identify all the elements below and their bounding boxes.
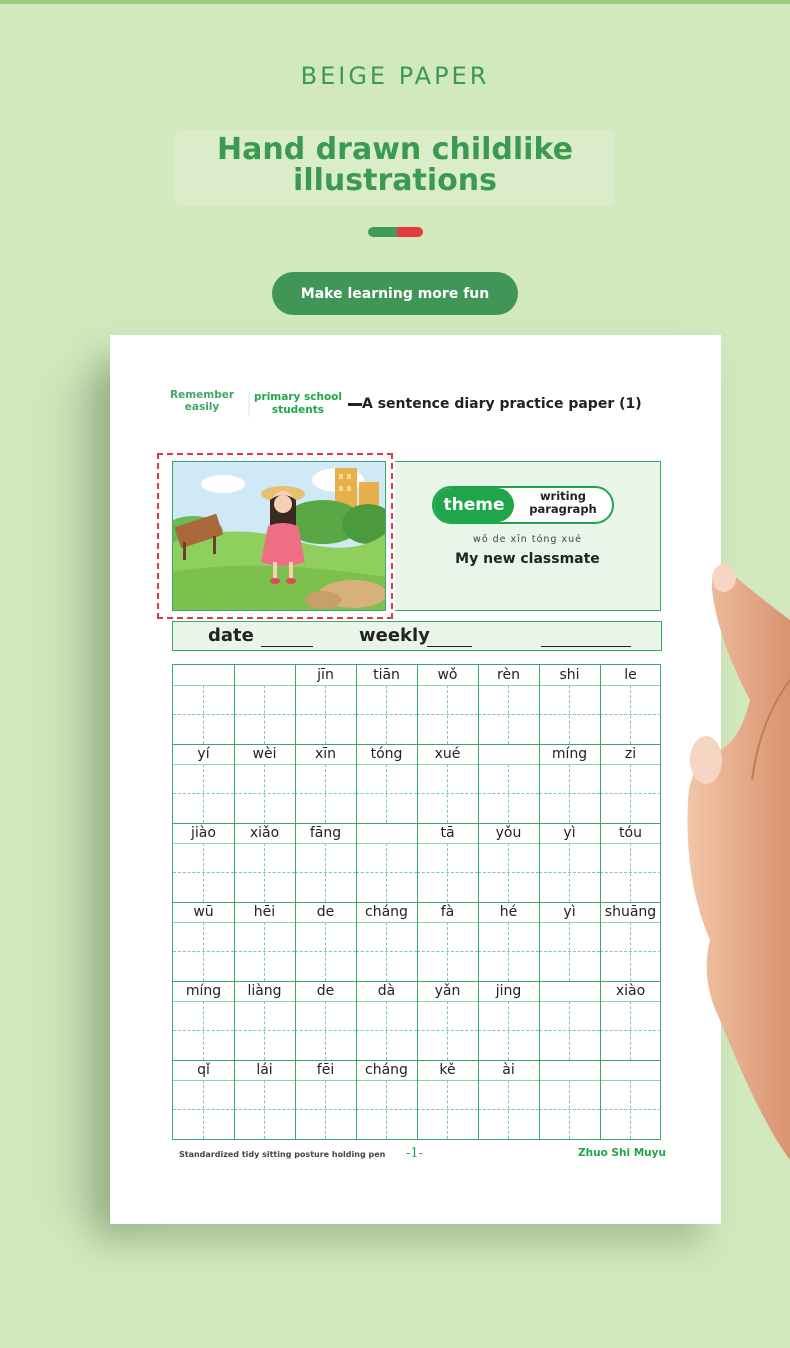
pinyin-label: kě [439,1062,456,1078]
cell-guide-horizontal [234,714,295,715]
cell-guide-horizontal [356,714,417,715]
writing-cell[interactable] [295,685,356,744]
pinyin-label: yí [197,746,210,762]
writing-cell[interactable] [478,1001,539,1060]
column-divider [417,665,418,1139]
writing-cell[interactable] [539,922,600,981]
hand-icon [640,560,790,1200]
writing-cell[interactable] [295,922,356,981]
cell-guide-horizontal [234,1030,295,1031]
writing-cell[interactable] [356,1080,417,1139]
pinyin-label: jīn [317,667,334,683]
pinyin-label [539,981,600,1001]
pinyin-label: fāng [309,825,342,841]
pinyin-label: shi [559,667,580,683]
cell-guide-horizontal [478,1109,539,1110]
cell-guide-horizontal [417,793,478,794]
writing-cell[interactable] [478,764,539,823]
practice-paper [110,335,721,1224]
cell-guide-horizontal [356,951,417,952]
logo-a-line-1: Remember [170,389,235,401]
pinyin-label: de [316,983,335,999]
pinyin-label [173,665,234,685]
writing-cell[interactable] [234,1001,295,1060]
column-divider [295,665,296,1139]
writing-cell[interactable] [478,685,539,744]
writing-cell[interactable] [417,843,478,902]
writing-cell[interactable] [173,1080,234,1139]
writing-cell[interactable] [539,1001,600,1060]
writing-cell[interactable] [539,843,600,902]
pinyin-label: hēi [253,904,276,920]
pinyin-label [234,665,295,685]
brand-title: BEIGE PAPER [300,62,490,90]
make-learning-fun-button[interactable]: Make learning more fun [272,272,518,315]
cell-guide-horizontal [234,951,295,952]
writing-cell[interactable] [539,1080,600,1139]
cell-guide-horizontal [295,951,356,952]
cell-guide-horizontal [478,872,539,873]
park-scene-icon [173,462,385,610]
publisher-name: Zhuo Shi Muyu [578,1147,666,1159]
theme-sub-line-1: writing [539,489,587,503]
cell-guide-horizontal [539,714,600,715]
cell-guide-horizontal [478,793,539,794]
pinyin-label: yǒu [495,825,522,841]
remember-easily-logo [170,389,234,413]
pinyin-label: tóu [619,825,642,841]
pinyin-label: míng [185,983,222,999]
cell-guide-horizontal [234,793,295,794]
date-underline [261,646,313,647]
writing-cell[interactable] [539,764,600,823]
writing-cell[interactable] [295,764,356,823]
cell-guide-horizontal [173,793,234,794]
cell-guide-horizontal [539,1109,600,1110]
writing-cell[interactable] [173,764,234,823]
pinyin-label: xiǎo [249,825,280,841]
pinyin-label [356,823,417,843]
cell-guide-horizontal [478,1030,539,1031]
pinyin-label: tiān [373,667,400,683]
cell-guide-horizontal [173,1030,234,1031]
writing-cell[interactable] [417,922,478,981]
cell-guide-horizontal [417,1030,478,1031]
pinyin-label: xué [434,746,461,762]
pinyin-label: shuāng [604,904,657,920]
page-number: -1- [406,1146,424,1161]
cell-guide-horizontal [295,1109,356,1110]
pinyin-label: hé [499,904,518,920]
pinyin-label: xīn [314,746,337,762]
cell-guide-horizontal [539,793,600,794]
pinyin-label: fēi [316,1062,335,1078]
pinyin-label [539,1060,600,1080]
theme-label: theme [434,488,514,522]
girl-illustration [172,461,386,611]
pinyin-label: cháng [365,904,408,920]
writing-cell[interactable] [356,1001,417,1060]
cell-guide-horizontal [417,714,478,715]
writing-cell[interactable] [173,685,234,744]
top-bar [0,0,790,4]
column-divider [478,665,479,1139]
pinyin-label: lái [256,1062,273,1078]
theme-panel [395,461,661,611]
extra-underline [541,646,631,647]
pinyin-label: liàng [247,983,282,999]
pinyin-label: xiào [615,983,646,999]
writing-cell[interactable] [356,843,417,902]
pinyin-label: tóng [370,746,403,762]
cell-guide-horizontal [295,1030,356,1031]
writing-cell[interactable] [478,843,539,902]
pinyin-label: le [624,667,637,683]
writing-cell[interactable] [356,764,417,823]
pinyin-label: wèi [252,746,277,762]
column-divider [600,665,601,1139]
writing-cell[interactable] [234,922,295,981]
theme-pill [432,486,614,524]
cell-guide-horizontal [356,1109,417,1110]
logo-b-line-2: students [271,404,325,416]
writing-cell[interactable] [234,764,295,823]
cell-guide-horizontal [417,951,478,952]
pinyin-label: ài [502,1062,515,1078]
divider-red [397,227,423,237]
dash-icon [348,403,362,406]
cell-guide-horizontal [295,714,356,715]
theme-sub-line-2: paragraph [529,502,597,516]
writing-cell[interactable] [417,764,478,823]
cell-guide-horizontal [417,1109,478,1110]
writing-grid [172,664,661,1140]
column-divider [356,665,357,1139]
pinyin-label: zi [624,746,637,762]
logo-b-line-1: primary school [254,391,342,403]
weekly-label: weekly [359,625,430,646]
cell-guide-horizontal [234,1109,295,1110]
cell-guide-horizontal [295,872,356,873]
cell-guide-horizontal [295,793,356,794]
pinyin-label: cháng [365,1062,408,1078]
cell-guide-horizontal [417,872,478,873]
cell-guide-horizontal [539,951,600,952]
weekly-underline [427,646,472,647]
writing-cell[interactable] [478,922,539,981]
writing-cell[interactable] [417,685,478,744]
cell-guide-horizontal [234,872,295,873]
theme-text: My new classmate [455,551,600,567]
pinyin-label: wū [193,904,214,920]
pinyin-label: jing [495,983,522,999]
cell-guide-horizontal [356,1030,417,1031]
writing-cell[interactable] [234,843,295,902]
pinyin-label: yì [563,904,576,920]
paper-title-text: A sentence diary practice paper (1) [362,396,642,412]
cell-guide-horizontal [539,1030,600,1031]
theme-pinyin: wǒ de xīn tóng xué [473,534,582,545]
pinyin-label: yì [563,825,576,841]
column-divider [539,665,540,1139]
pinyin-label: fà [440,904,455,920]
writing-cell[interactable] [295,1001,356,1060]
writing-cell[interactable] [356,922,417,981]
writing-cell[interactable] [539,685,600,744]
paper-title [348,396,642,412]
pinyin-label: jiào [191,825,216,841]
writing-cell[interactable] [356,685,417,744]
pinyin-label [478,744,539,764]
pinyin-label: tā [440,825,455,841]
pinyin-label: dà [377,983,396,999]
pinyin-label: qǐ [197,1062,210,1078]
cell-guide-horizontal [478,714,539,715]
writing-cell[interactable] [173,922,234,981]
cell-guide-horizontal [173,714,234,715]
pinyin-label: de [316,904,335,920]
pinyin-label: rèn [497,667,520,683]
writing-cell[interactable] [295,1080,356,1139]
cell-guide-horizontal [539,872,600,873]
pinyin-label: míng [551,746,588,762]
cell-guide-horizontal [478,951,539,952]
date-row [172,621,662,651]
writing-cell[interactable] [417,1080,478,1139]
headline [150,134,640,196]
footer-note: Standardized tidy sitting posture holding pen [179,1150,386,1159]
headline-line-2: illustrations [293,163,497,198]
logo-a-line-2: easily [184,401,220,413]
pinyin-label: yǎn [434,983,461,999]
writing-cell[interactable] [173,843,234,902]
headline-line-1: Hand drawn childlike [217,132,573,167]
divider-green [368,227,397,237]
primary-school-logo [248,391,346,417]
theme-subtitle [514,490,612,516]
cell-guide-horizontal [356,793,417,794]
writing-cell[interactable] [417,1001,478,1060]
cell-guide-horizontal [356,872,417,873]
cell-guide-horizontal [173,951,234,952]
column-divider [234,665,235,1139]
writing-cell[interactable] [478,1080,539,1139]
date-label: date [208,625,254,646]
cell-guide-horizontal [173,872,234,873]
writing-cell[interactable] [234,685,295,744]
cell-guide-horizontal [173,1109,234,1110]
writing-cell[interactable] [234,1080,295,1139]
writing-cell[interactable] [173,1001,234,1060]
pinyin-label: wǒ [437,667,458,683]
writing-cell[interactable] [295,843,356,902]
